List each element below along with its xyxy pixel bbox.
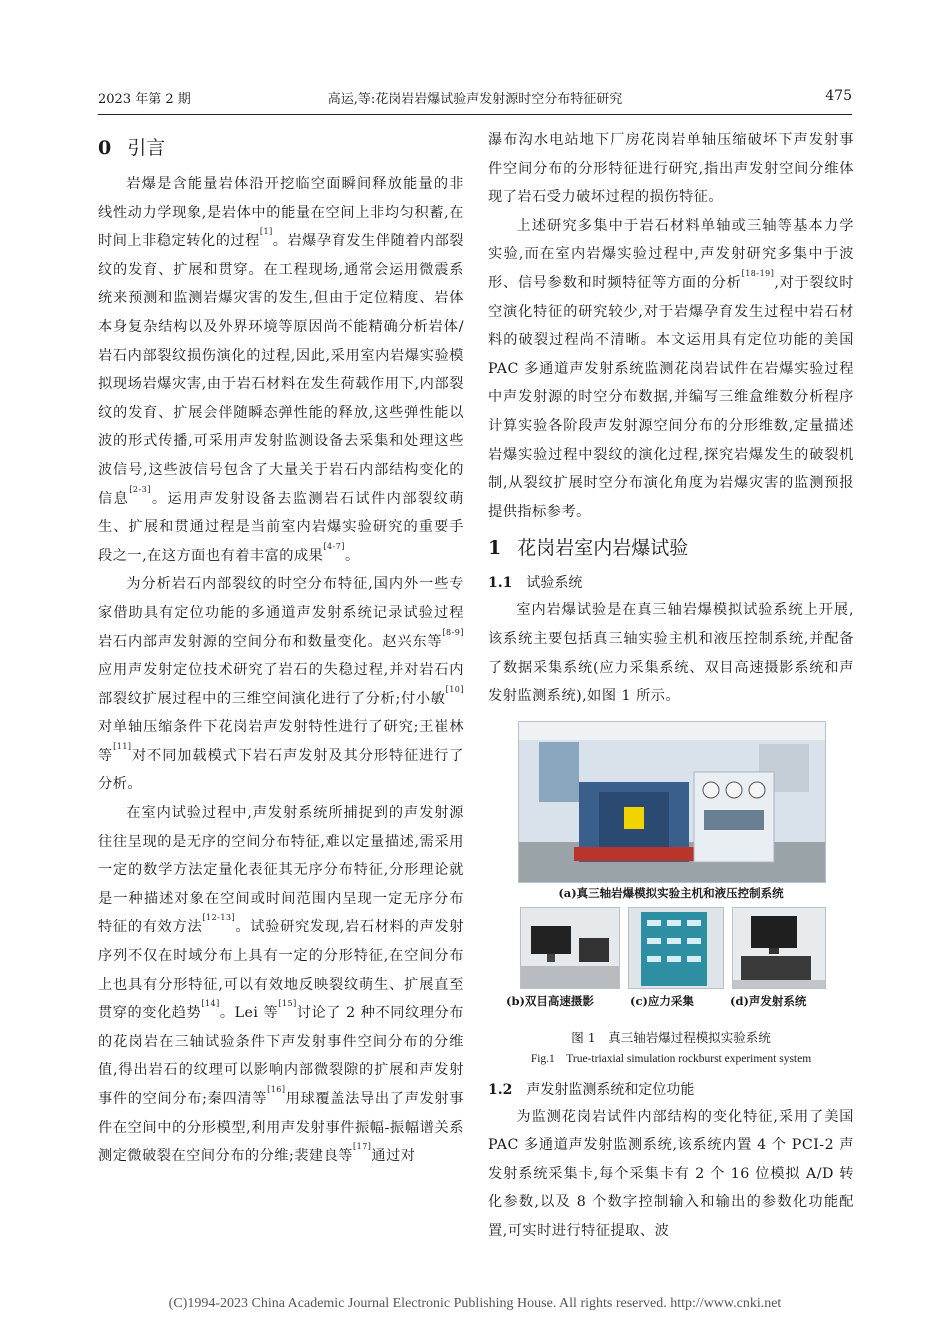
right-column — [488, 126, 854, 1246]
subsection-1-1-paragraph: 室内岩爆试验是在真三轴岩爆模拟试验系统上开展,该系统主要包括真三轴实验主机和液压控制系统,并配备了数据采集系统(应力采集系统、双目高速摄影系统和声发射监测系统),如图 1 所示。 — [488, 602, 854, 705]
photo-triaxial-machine — [518, 721, 826, 883]
subsection-1-1-heading: 1.1 试验系统 — [488, 575, 583, 592]
citation: [4-7] — [323, 541, 345, 551]
photo-high-speed-camera — [520, 907, 620, 989]
photo-stress-acquisition — [628, 907, 724, 989]
citation: [18-19] — [741, 268, 775, 278]
citation: [11] — [113, 741, 132, 751]
figure-1 — [488, 711, 854, 999]
intro-paragraph-4: 上述研究多集中于岩石材料单轴或三轴等基本力学实验,而在室内岩爆实验过程中,声发射研究多集中于波形、信号参数和时频特征等方面的分析[18-19],对于裂纹时空演化特征的研究较少,对于岩爆孕育发生过程中岩石材料的破裂过程尚不清晰。本文运用具有定位功能的美国 PAC 多通道声发射系统监测花岗岩试件在岩爆实验过程中声发射源的时空分布数据,并编写三维盒维数分析程序计算实验各阶段声发射源空间分布的分形维数,定量描述岩爆实验过程中裂纹的演化过程,探究岩爆发生的破裂机制,从裂纹扩展时空分布演化角度为岩爆灾害的监测预报提供指标参考。 — [488, 217, 854, 520]
figure-1-caption-en: Fig.1 True-triaxial simulation rockburst experiment system — [530, 1052, 812, 1065]
running-header — [98, 88, 852, 112]
photo-acoustic-emission-system — [732, 907, 826, 989]
subsection-1-2-paragraph: 为监测花岗岩试件内部结构的变化特征,采用了美国 PAC 多通道声发射监测系统,该系统内置 4 个 PCI-2 声发射系统采集卡,每个采集卡有 2 个 16 位模拟 A/D 转化参数,以及 8 个数字控制输入和输出的参数化功能配置,可实时进行特征提取、波 — [488, 1108, 854, 1240]
journal-issue: 2023 年第 2 期 — [98, 92, 191, 107]
citation: [17] — [352, 1142, 372, 1152]
citation: [10] — [445, 684, 464, 694]
figure-1-caption-cn: 图 1 真三轴岩爆过程模拟实验系统 — [571, 1029, 771, 1045]
citation: [15] — [278, 999, 297, 1009]
running-title: 高运,等:花岗岩岩爆试验声发射源时空分布特征研究 — [327, 92, 623, 107]
citation: [14] — [201, 999, 220, 1009]
subcaption-a: (a)真三轴岩爆模拟实验主机和液压控制系统 — [558, 885, 784, 900]
citation: [1] — [259, 227, 273, 237]
citation: [8-9] — [442, 627, 464, 637]
intro-paragraph-3: 在室内试验过程中,声发射系统所捕捉到的声发射源往往呈现的是无序的空间分布特征,难以定量描述,需采用一定的数学方法定量化表征其无序分布特征,分形理论就是一种描述对象在空间或时间范围内呈现一定无序分布特征的有效方法[12-13]。试验研究发现,岩石材料的声发射序列不仅在时域分布上具有一定的分形特征,在空间分布上也具有分形特征,可以有效地反映裂纹萌生、扩展直至贯穿的变化趋势[14]。Lei 等[15]讨论了 2 种不同纹理分布的花岗岩在三轴试验条件下声发射事件空间分布的分维值,得出岩石的纹理可以影响内部微裂隙的扩展和声发射事件的空间分布;秦四清等[16]用球覆盖法导出了声发射事件在空间中的分形模型,利用声发射事件振幅-振幅谱关系测定微破裂在空间分布的分维;裴建良等[17]通过对 — [98, 805, 464, 1165]
citation: [16] — [267, 1085, 286, 1094]
subcaption-b: (b)双目高速摄影 — [506, 993, 594, 1008]
header-rule — [98, 114, 852, 115]
copyright-footer: (C)1994-2023 China Academic Journal Electronic Publishing House. All rights reserved. http://www.cnki.net — [168, 1296, 782, 1311]
intro-paragraph-2: 为分析岩石内部裂纹的时空分布特征,国内外一些专家借助具有定位功能的多通道声发射系统记录试验过程岩石内部声发射源的空间分布和数量变化。赵兴东等[8-9]应用声发射定位技术研究了岩石的失稳过程,并对岩石内部裂纹扩展过程中的三维空间演化进行了分析;付小敏[10]对单轴压缩条件下花岗岩声发射特性进行了研究;王崔林等[11]对不同加载模式下岩石声发射及其分形特征进行了分析。 — [98, 576, 464, 793]
intro-paragraph-1: 岩爆是含能量岩体沿开挖临空面瞬间释放能量的非线性动力学现象,是岩体中的能量在空间上非均匀积蓄,在时间上非稳定转化的过程[1]。岩爆孕育发生伴随着内部裂纹的发育、扩展和贯穿。在工程现场,通常会运用微震系统来预测和监测岩爆灾害的发生,但由于定位精度、岩体本身复杂结构以及外界环境等原因尚不能精确分析岩体/岩石内部裂纹损伤演化的过程,因此,采用室内岩爆实验模拟现场岩爆灾害,由于岩石材料在发生荷载作用下,内部裂纹的发育、扩展会伴随瞬态弹性能的释放,这些弹性能以波的形式传播,可采用声发射监测设备去采集和处理这些波信号,这些波信号包含了大量关于岩石内部结构变化的信息[2-3]。运用声发射设备去监测岩石试件内部裂纹萌生、扩展和贯通过程是当前室内岩爆实验研究的重要手段之一,在这方面也有着丰富的成果[4-7]。 — [98, 176, 464, 564]
section-0-heading: 0 引言 — [98, 137, 166, 159]
left-column — [98, 126, 464, 1171]
subcaption-d: (d)声发射系统 — [730, 993, 807, 1008]
subcaption-c: (c)应力采集 — [630, 993, 694, 1008]
intro-paragraph-3-continued: 瀑布沟水电站地下厂房花岗岩单轴压缩破坏下声发射事件空间分布的分形特征进行研究,指出声发射空间分维体现了岩石受力破坏过程的损伤特征。 — [488, 132, 854, 206]
citation: [2-3] — [129, 484, 151, 494]
section-1-heading: 1 花岗岩室内岩爆试验 — [488, 537, 689, 560]
subsection-1-2-heading: 1.2 声发射监测系统和定位功能 — [488, 1081, 695, 1098]
citation: [12-13] — [202, 913, 236, 923]
page-number: 475 — [825, 88, 852, 104]
